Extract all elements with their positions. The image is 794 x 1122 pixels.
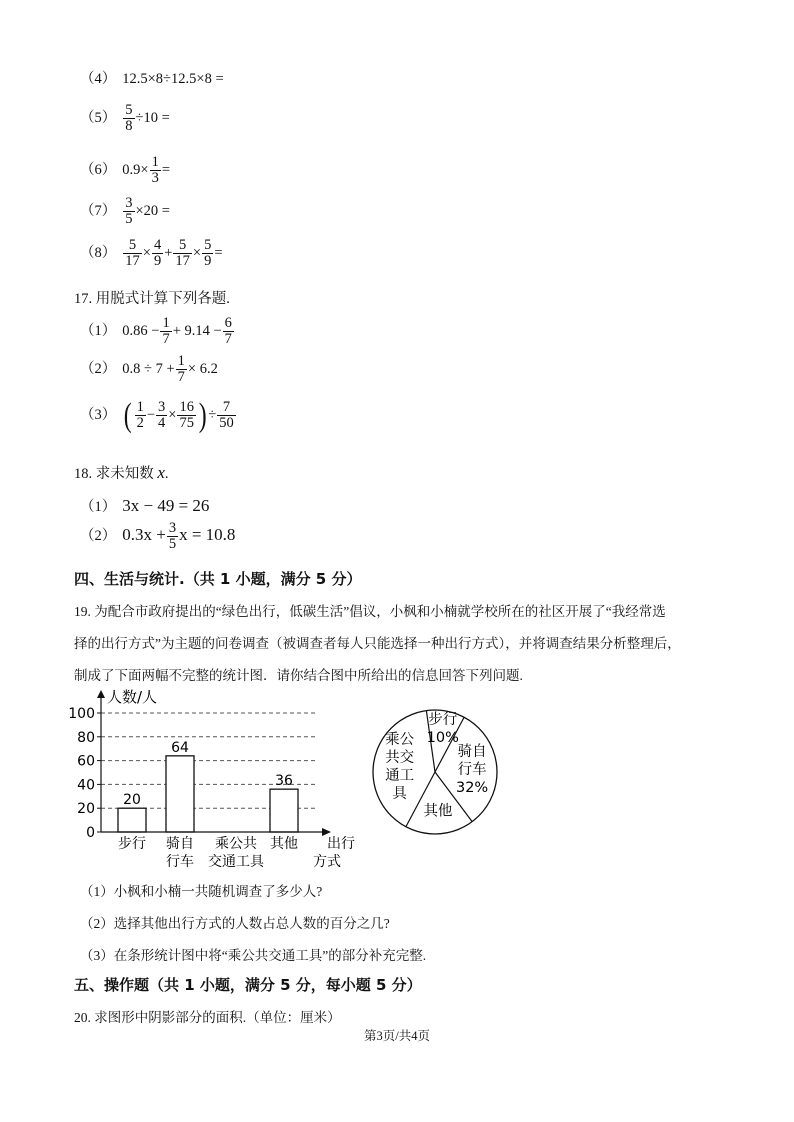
q19-sub2: （2）选择其他出行方式的人数占总人数的百分之几? (80, 916, 390, 931)
pie-slice-label: 共交 (385, 749, 415, 766)
q17-part3 (80, 396, 237, 434)
numerator: 6 (224, 315, 232, 331)
numerator: 1 (136, 399, 144, 415)
pie-slice-label: 骑自 (457, 744, 487, 761)
numerator: 16 (179, 399, 194, 415)
expression: 0.9× (122, 162, 149, 179)
y-tick-label: 40 (77, 777, 95, 794)
expression: 0.8 ÷ 7 + (122, 361, 175, 378)
y-tick-label: 80 (77, 729, 95, 746)
q20-text: 20. 求图形中阴影部分的面积.（单位：厘米） (74, 1010, 341, 1025)
fraction (177, 400, 196, 431)
part-label: （3） (80, 407, 117, 424)
pie-slice-label: 乘公 (385, 731, 415, 748)
fraction (176, 354, 187, 385)
expression: = (161, 162, 170, 179)
q16-part5 (80, 103, 170, 134)
numerator: 1 (177, 353, 185, 369)
q18-title (74, 462, 169, 483)
q19-sub1: （1）小枫和小楠一共随机调查了多少人? (80, 884, 323, 899)
bar-bars (118, 756, 298, 832)
denominator: 8 (125, 118, 133, 135)
bar-value-label: 36 (275, 773, 293, 790)
fraction (123, 196, 134, 227)
fraction (173, 238, 192, 269)
q19-line3: 制成了下面两幅不完整的统计图．请你结合图中所给出的信息回答下列问题. (74, 668, 523, 683)
denominator: 50 (219, 415, 234, 432)
bar-text (68, 688, 355, 870)
denominator: 4 (158, 415, 166, 432)
expression: + 9.14 − (172, 323, 222, 340)
x-category-label: 交通工具 (208, 854, 264, 870)
denominator: 5 (125, 211, 133, 228)
q16-part7 (80, 196, 170, 227)
denominator: 7 (224, 331, 232, 348)
part-label: （6） (80, 162, 117, 179)
x-axis-title: 方式 (313, 854, 341, 870)
x-category-label: 步行 (118, 836, 146, 852)
y-tick-label: 60 (77, 753, 95, 770)
fraction (223, 316, 234, 347)
page-footer: 第3页/共4页 (364, 1029, 430, 1043)
denominator: 17 (125, 253, 140, 270)
denominator: 9 (153, 253, 162, 270)
y-tick-label: 100 (68, 706, 95, 722)
operator: × (168, 407, 177, 424)
pie-slice-label: 行车 (457, 762, 487, 779)
pie-slice-label: 通工 (385, 767, 415, 784)
numerator: 1 (162, 315, 170, 331)
right-paren: ) (198, 396, 207, 434)
expression: ×20 = (135, 203, 170, 220)
operator: ÷ (208, 407, 217, 424)
fraction (150, 155, 161, 186)
y-axis-title: 人数/人 (107, 688, 158, 706)
part-label: （7） (80, 203, 117, 220)
fraction (202, 238, 213, 269)
q18-part2 (80, 521, 235, 552)
q17-part2 (80, 354, 218, 385)
denominator: 7 (177, 369, 185, 386)
expression: 12.5×8÷12.5×8 = (122, 71, 224, 87)
numerator: 3 (158, 399, 166, 415)
operator: × (142, 245, 151, 262)
q16-part6 (80, 155, 170, 186)
fraction (160, 316, 171, 347)
part-label: （2） (80, 528, 117, 545)
q16-part4 (80, 67, 224, 88)
expression: = (214, 245, 223, 262)
q19-line1: 19. 为配合市政府提出的“绿色出行，低碳生活”倡议，小枫和小楠就学校所在的社区开展了“我经常选 (74, 604, 666, 619)
q17-part1 (80, 316, 235, 347)
denominator: 3 (151, 170, 159, 187)
expression: ÷10 = (135, 110, 170, 127)
denominator: 17 (175, 253, 190, 270)
part-label: （4） (80, 71, 117, 87)
bar-value-label: 20 (123, 792, 141, 809)
y-axis-arrow (97, 690, 105, 698)
q18-part1 (80, 495, 209, 516)
punctuation: . (164, 466, 169, 482)
part-label: （8） (80, 245, 117, 262)
fraction (217, 400, 236, 431)
pie-chart (365, 700, 505, 850)
operator: × (192, 245, 202, 262)
section-heading-4: 四、生活与统计.（共 1 小题，满分 5 分） (74, 570, 362, 588)
x-category-label: 其他 (270, 836, 298, 852)
pie-slice-label: 10% (426, 730, 459, 747)
expression: × 6.2 (187, 361, 218, 378)
bar (166, 756, 194, 832)
y-tick-label: 0 (86, 825, 95, 841)
part-label: （1） (80, 323, 117, 340)
equation: x = 10.8 (179, 525, 236, 545)
x-category-label: 乘公共 (215, 836, 257, 852)
x-category-label: 行车 (166, 854, 194, 870)
x-axis-arrow (322, 828, 331, 836)
fraction (167, 521, 178, 552)
fraction (135, 400, 146, 431)
denominator: 9 (204, 253, 212, 270)
denominator: 75 (179, 415, 194, 432)
fraction (156, 400, 167, 431)
q19-sub3: （3）在条形统计图中将“乘公共交通工具”的部分补充完整. (80, 948, 427, 963)
numerator: 3 (125, 195, 133, 211)
equation: 3x − 49 = 26 (122, 496, 210, 515)
numerator: 5 (125, 102, 133, 118)
expression: 0.86 − (122, 323, 160, 340)
numerator: 3 (168, 520, 177, 536)
equation: 0.3x + (122, 525, 166, 545)
x-axis-title: 出行 (327, 836, 355, 852)
q19-line2: 择的出行方式”为主题的问卷调查（被调查者每人只能选择一种出行方式），并将调查结果分析整理后， (74, 636, 681, 651)
part-label: （2） (80, 361, 117, 378)
denominator: 7 (162, 331, 170, 348)
q18-title-text: 18. 求未知数 (74, 466, 154, 482)
y-tick-label: 20 (77, 801, 95, 818)
operator: − (146, 407, 156, 424)
operator: + (164, 245, 173, 262)
numerator: 1 (151, 154, 159, 170)
numerator: 4 (153, 237, 162, 253)
variable: x (157, 463, 165, 482)
pie-slice-label: 32% (455, 780, 489, 797)
x-category-label: 骑自 (166, 836, 194, 852)
part-label: （5） (80, 110, 117, 127)
fraction (123, 103, 134, 134)
denominator: 5 (168, 536, 177, 553)
bar (270, 789, 298, 832)
q17-title: 17. 用脱式计算下列各题. (74, 291, 230, 307)
denominator: 2 (136, 415, 144, 432)
bar-value-label: 64 (171, 739, 189, 756)
left-paren: ( (123, 396, 132, 434)
pie-slice-label: 步行 (428, 712, 458, 729)
bar-chart (60, 682, 360, 872)
numerator: 7 (222, 399, 231, 415)
numerator: 5 (204, 237, 212, 253)
q16-part8 (80, 238, 223, 269)
bar (118, 808, 146, 832)
fraction (152, 238, 163, 269)
numerator: 5 (179, 237, 187, 253)
pie-slice-label: 具 (392, 785, 407, 802)
pie-slice-label: 其他 (423, 803, 453, 820)
part-label: （1） (80, 499, 117, 515)
fraction (123, 238, 142, 269)
section-heading-5: 五、操作题（共 1 小题，满分 5 分，每小题 5 分） (74, 976, 422, 994)
numerator: 5 (128, 237, 137, 253)
